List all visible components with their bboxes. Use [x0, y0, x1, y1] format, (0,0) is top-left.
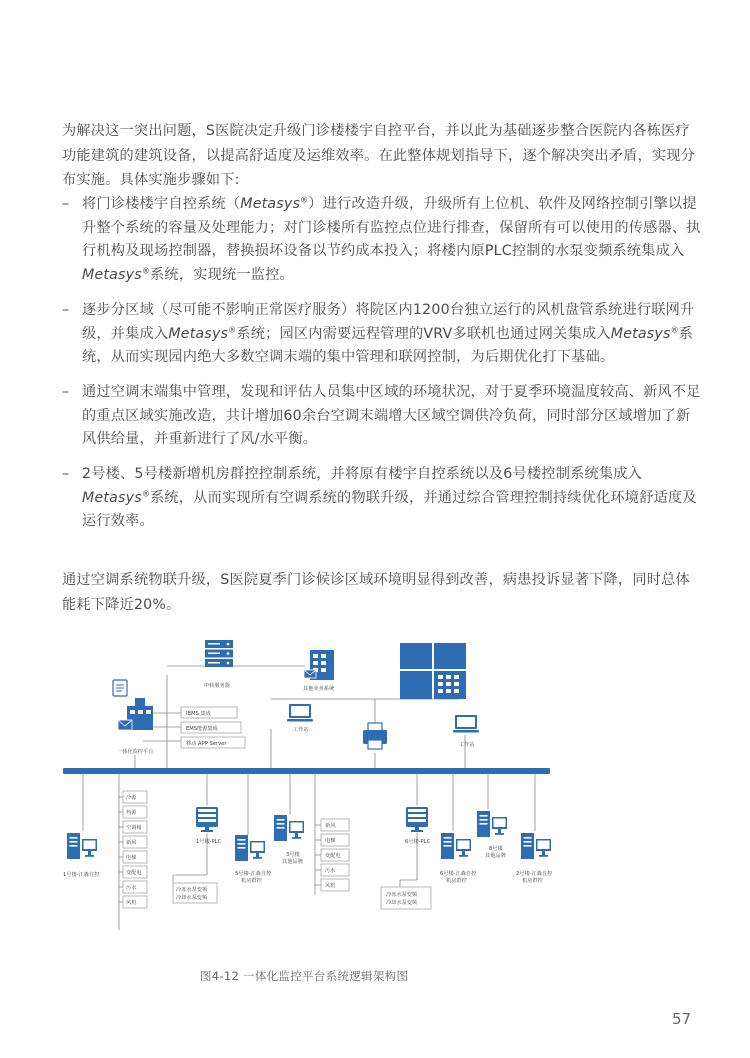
bullet-dash: –: [62, 383, 70, 400]
mid-list-item: 新风: [325, 823, 336, 829]
list-item: – 通过空调末端集中管理，发现和评估人员集中区域的环境状况，对于夏季环境温度较高、新风不足的重点区域实施改造，共计增加60余台空调末端增大区域空调供冷负荷，同时部分区域增加了新风供给量，并重新进行了风/水平衡。: [62, 381, 702, 452]
printer-icon: [363, 723, 387, 749]
b5-label-2: 机房群控: [241, 878, 262, 884]
mid-list-item: 电梯: [325, 838, 336, 844]
platform-icon: [113, 680, 153, 730]
building-6-controller-icon: [441, 833, 471, 859]
list-item: – 将门诊楼楼宇自控系统（Metasys®）进行改造升级，升级所有上位机、软件及网络控制引擎以提升整个系统的容量及处理能力；对门诊楼所有监控点位进行排查，保留所有可以使用的传感器、执行机构及现场控制器，替换损坏设备以节约成本投入；将楼内原PLC控制的水泵变频系统集成入Metasys®系统，实现统一监控。: [62, 193, 702, 288]
b1-plc-label: 1号楼-PLC: [196, 839, 222, 845]
pump-box-1-line2: 冷却水泵变频: [176, 895, 208, 901]
pump-box-2-line2: 冷却水泵变频: [386, 900, 418, 906]
left-list-item: 热源: [126, 810, 137, 816]
left-list-item: 电梯: [126, 855, 137, 861]
other-systems-label: 其他业务系统: [303, 686, 335, 692]
sub-item-ems: EMS能源集成: [186, 726, 218, 732]
bullet-dash: –: [62, 196, 70, 212]
b1-label: 1号楼-江森自控: [63, 872, 100, 878]
bullet-dash: –: [62, 301, 70, 318]
workstation-label: 工作站: [293, 727, 309, 733]
server-label: 中转服务器: [204, 683, 230, 689]
building-2-controller-icon: [521, 833, 551, 859]
video-wall-icon: [400, 643, 466, 699]
network-bus: [63, 768, 550, 774]
mid-list-item: 风机: [325, 883, 336, 889]
sub-item-app: 移动 APP Server: [186, 741, 227, 747]
b2-label-1: 2号楼-江森自控: [516, 871, 553, 877]
figure-caption: 图4-12 一体化监控平台系统逻辑架构图: [200, 969, 409, 983]
workstation-label: 工作站: [459, 742, 475, 748]
list-item: – 2号楼、5号楼新增机房群控控制系统，并将原有楼宇自控系统以及6号楼控制系统集成入Metasys®系统，从而实现所有空调系统的物联升级，并通过综合管理控制持续优化环境舒适度及运行效率。: [62, 463, 702, 534]
building-5-controller-icon: [235, 835, 265, 861]
left-list-item: 冷源: [126, 795, 137, 801]
left-list-item: 风机: [126, 900, 137, 906]
b3-label-1: 3号楼: [286, 852, 300, 858]
b2-label-2: 机房群控: [522, 878, 543, 884]
building-1-controller-icon: [67, 833, 97, 859]
b6-plc-label: 6号楼-PLC: [405, 839, 431, 845]
pump-box-2-line1: 冷冻水泵变频: [386, 892, 418, 898]
b8-label-1: 8号楼: [489, 846, 503, 852]
left-list-item: 新风: [126, 840, 137, 846]
result-paragraph: 通过空调系统物联升级，S医院夏季门诊候诊区域环境明显得到改善，病患投诉显著下降，同时总体能耗下降近20%。: [62, 572, 690, 613]
page-number: 57: [672, 1010, 692, 1028]
mid-list-item: 变配电: [325, 853, 341, 859]
b6-label-2: 机房群控: [446, 878, 467, 884]
steps-list: [62, 193, 702, 545]
bullet-dash: –: [62, 466, 70, 483]
b5-label-1: 5号楼-江森自控: [235, 871, 272, 877]
b6-label-1: 6号楼-江森自控: [440, 871, 477, 877]
architecture-diagram: [55, 635, 555, 935]
brand-name: Metasys: [82, 489, 142, 506]
mid-list-item: 污水: [325, 868, 336, 874]
brand-name: Metasys: [240, 196, 301, 212]
brand-name: Metasys: [168, 325, 229, 342]
intro-paragraph: 为解决这一突出问题，S医院决定升级门诊楼楼宇自控平台，并以此为基础逐步整合医院内各栋医疗功能建筑的建筑设备，以提高舒适度及运维效率。在此整体规划指导下，逐个解决突出矛盾，实现分布实施。具体实施步骤如下:: [62, 123, 696, 188]
brand-name: Metasys: [82, 267, 142, 284]
list-item: – 逐步分区域（尽可能不影响正常医疗服务）将院区内1200台独立运行的风机盘管系统进行联网升级，并集成入Metasys®系统；园区内需要远程管理的VRV多联机也通过网关集成入Metasys®系统，从而实现园内绝大多数空调末端的集中管理和联网控制，为后期优化打下基础。: [62, 299, 702, 370]
pump-box-1-line1: 冷冻水泵变频: [176, 887, 208, 893]
plc-monitor-icon: [196, 807, 218, 832]
workstation-icon: [453, 715, 479, 733]
b8-label-2: 其他品牌: [485, 853, 506, 859]
building-3-controller-icon: [274, 815, 304, 841]
platform-label: 一体化监控平台: [117, 749, 154, 755]
left-list-item: 空调箱: [126, 825, 142, 831]
relay-server-icon: [205, 640, 233, 667]
plc-monitor-icon: [406, 807, 428, 832]
sub-item-ibms: IBMS 集成: [186, 711, 211, 717]
brand-name: Metasys: [610, 325, 671, 342]
b3-label-2: 其他品牌: [282, 859, 303, 865]
left-list-item: 污水: [126, 885, 137, 891]
other-systems-icon: [304, 650, 334, 680]
workstation-icon: [287, 704, 313, 722]
building-8-controller-icon: [477, 811, 507, 837]
left-list-item: 变配电: [126, 870, 142, 876]
